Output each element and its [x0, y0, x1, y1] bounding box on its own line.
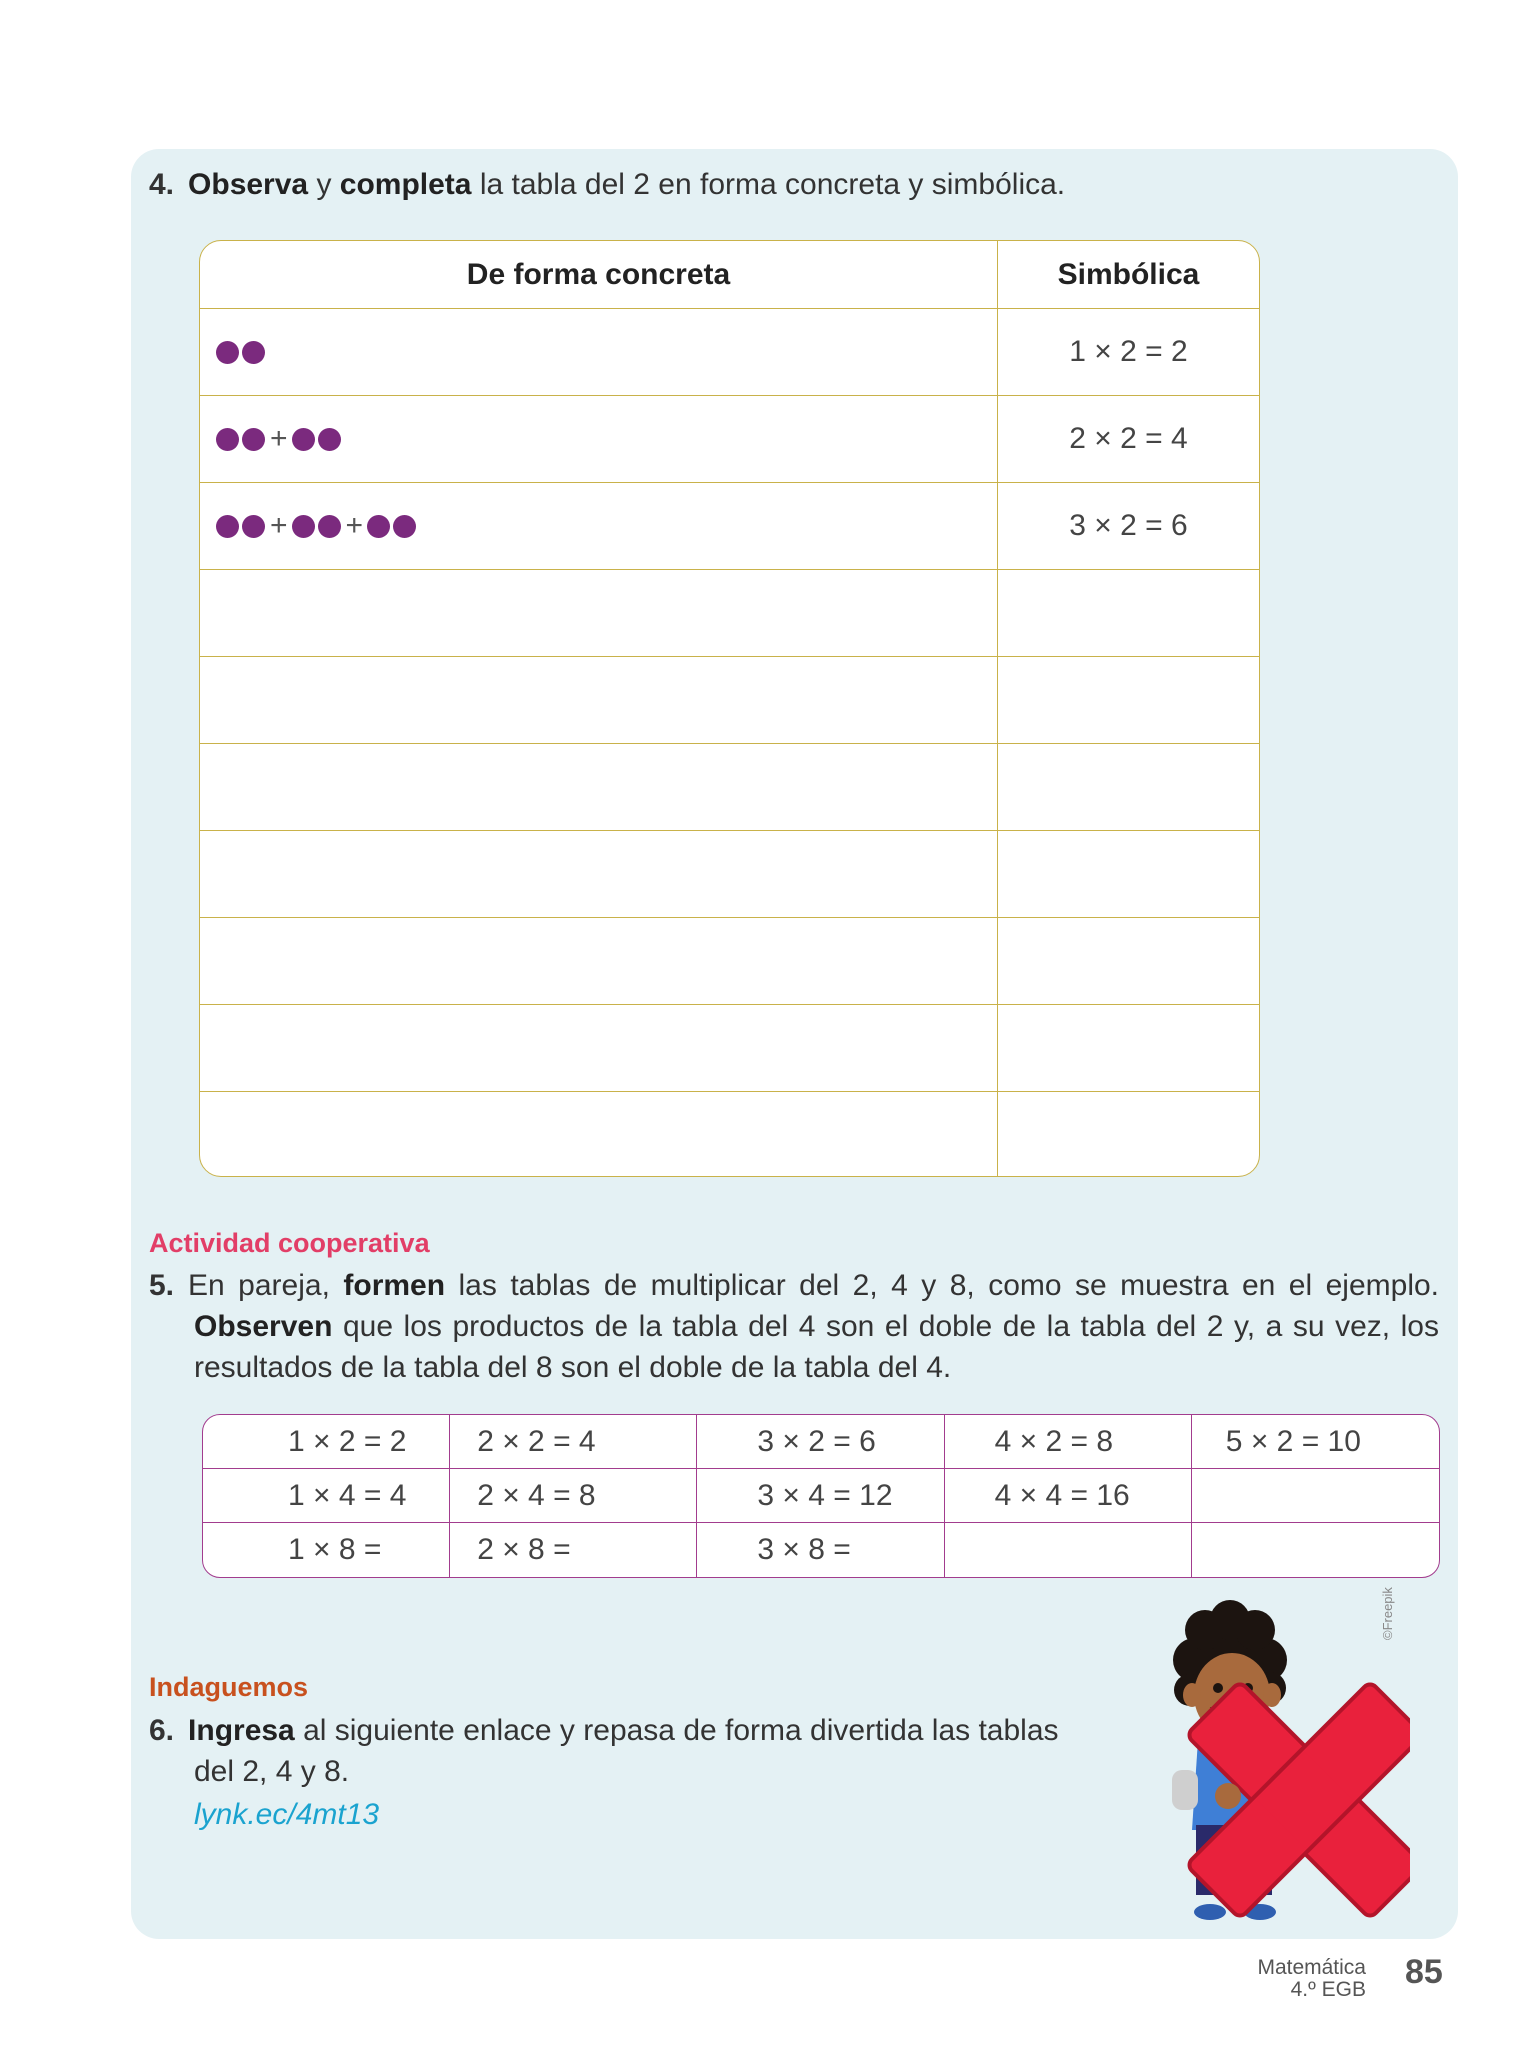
dot-icon	[318, 428, 341, 451]
table-row	[200, 1092, 1259, 1177]
section-title-cooperative: Actividad cooperativa	[149, 1228, 430, 1258]
subject-name: Matemática	[1257, 1956, 1366, 1979]
concrete-cell	[200, 309, 998, 395]
table-cell: 3 × 4 = 12	[697, 1469, 944, 1523]
table-cell: 4 × 4 = 16	[945, 1469, 1192, 1523]
concrete-cell[interactable]	[200, 657, 998, 743]
question-6-line-2: del 2, 4 y 8.	[194, 1755, 350, 1788]
boy-with-multiplication-sign-illustration	[1110, 1600, 1410, 1930]
dot-icon	[292, 428, 315, 451]
multiplication-table-2	[199, 240, 1260, 1177]
dot-groups	[216, 483, 419, 569]
symbolic-cell: 3 × 2 = 6	[1069, 509, 1188, 542]
symbolic-cell[interactable]	[998, 1092, 1259, 1177]
footer-subject	[1257, 1957, 1366, 2001]
symbolic-cell[interactable]	[998, 831, 1259, 917]
symbolic-cell[interactable]	[998, 918, 1259, 1004]
table-cell[interactable]	[1192, 1469, 1439, 1523]
concrete-cell	[200, 483, 998, 569]
concrete-cell[interactable]	[200, 918, 998, 1004]
header-concrete: De forma concreta	[200, 241, 998, 308]
dot-icon	[393, 515, 416, 538]
table-cell: 4 × 2 = 8	[945, 1415, 1192, 1469]
bold-word: Ingresa	[188, 1714, 295, 1747]
table-cell: 1 × 2 = 2	[203, 1415, 450, 1469]
text: la tabla del 2 en forma concreta y simbólica.	[471, 168, 1066, 201]
table-cell: 2 × 4 = 8	[450, 1469, 697, 1523]
symbolic-cell[interactable]	[998, 1005, 1259, 1091]
question-number: 6.	[149, 1714, 175, 1747]
plus-sign: +	[270, 509, 288, 542]
dot-groups	[216, 309, 268, 395]
table-cell: 3 × 2 = 6	[697, 1415, 944, 1469]
table-cell: 1 × 8 =	[203, 1523, 450, 1577]
text: al siguiente enlace y repasa de forma divertida las tablas	[294, 1714, 1059, 1747]
text: y	[308, 168, 340, 201]
symbolic-cell: 1 × 2 = 2	[1069, 335, 1188, 368]
dot-icon	[242, 515, 265, 538]
bold-word: formen	[343, 1269, 446, 1302]
question-number: 5.	[149, 1269, 175, 1302]
table-cell: 5 × 2 = 10	[1192, 1415, 1439, 1469]
table-row	[200, 570, 1259, 657]
dot-icon	[216, 341, 239, 364]
question-number: 4.	[149, 168, 175, 201]
concrete-cell[interactable]	[200, 831, 998, 917]
section-title-indaguemos: Indaguemos	[149, 1672, 309, 1702]
table-row	[200, 831, 1259, 918]
table-cell: 1 × 4 = 4	[203, 1469, 450, 1523]
concrete-cell[interactable]	[200, 1092, 998, 1177]
table-row	[200, 396, 1259, 483]
text: En pareja,	[188, 1269, 344, 1302]
table-header-row	[200, 241, 1259, 309]
symbolic-cell[interactable]	[998, 570, 1259, 656]
bold-word: Observa	[188, 168, 309, 201]
question-6-line-1	[149, 1710, 1059, 1751]
text: que los productos de la tabla del 4 son el doble de la tabla del 2 y, a su vez, los	[332, 1310, 1439, 1343]
dot-icon	[292, 515, 315, 538]
table-row	[200, 483, 1259, 570]
dot-icon	[367, 515, 390, 538]
table-cell: 2 × 2 = 4	[450, 1415, 697, 1469]
table-cell: 3 × 8 =	[697, 1523, 944, 1577]
question-6	[149, 1710, 1059, 1792]
symbolic-cell: 2 × 2 = 4	[1069, 422, 1188, 455]
table-cell[interactable]	[1192, 1523, 1439, 1577]
plus-sign: +	[345, 509, 364, 542]
table-cell: 2 × 8 =	[450, 1523, 697, 1577]
plus-sign: +	[270, 422, 288, 455]
question-5	[149, 1265, 1439, 1388]
table-row	[200, 657, 1259, 744]
concrete-cell[interactable]	[200, 744, 998, 830]
question-4	[149, 168, 1065, 202]
table-row	[200, 1005, 1259, 1092]
dot-icon	[216, 428, 239, 451]
grade-level: 4.º EGB	[1290, 1978, 1366, 2001]
concrete-cell	[200, 396, 998, 482]
bold-word: Observen	[194, 1310, 333, 1343]
dot-icon	[242, 428, 265, 451]
dot-icon	[216, 515, 239, 538]
concrete-cell[interactable]	[200, 570, 998, 656]
question-5-line-1	[149, 1265, 1439, 1306]
bold-word: completa	[339, 168, 472, 201]
table-row	[200, 744, 1259, 831]
symbolic-cell[interactable]	[998, 657, 1259, 743]
table-cell[interactable]	[945, 1523, 1192, 1577]
text: las tablas de multiplicar del 2, 4 y 8, como se muestra en el ejemplo.	[445, 1269, 1440, 1302]
multiplication-tables-2-4-8	[202, 1414, 1440, 1578]
dot-icon	[242, 341, 265, 364]
question-5-line-3: resultados de la tabla del 8 son el doble de la tabla del 4.	[194, 1351, 952, 1384]
page-number: 85	[1405, 1953, 1443, 1991]
image-credit: ©Freepik	[1380, 1587, 1395, 1640]
dot-groups	[216, 396, 344, 482]
resource-link[interactable]: lynk.ec/4mt13	[194, 1798, 380, 1831]
table-row	[200, 918, 1259, 1005]
table-row	[200, 309, 1259, 396]
symbolic-cell[interactable]	[998, 744, 1259, 830]
header-symbolic: Simbólica	[1057, 257, 1200, 291]
question-5-line-2	[149, 1306, 1439, 1347]
concrete-cell[interactable]	[200, 1005, 998, 1091]
dot-icon	[318, 515, 341, 538]
